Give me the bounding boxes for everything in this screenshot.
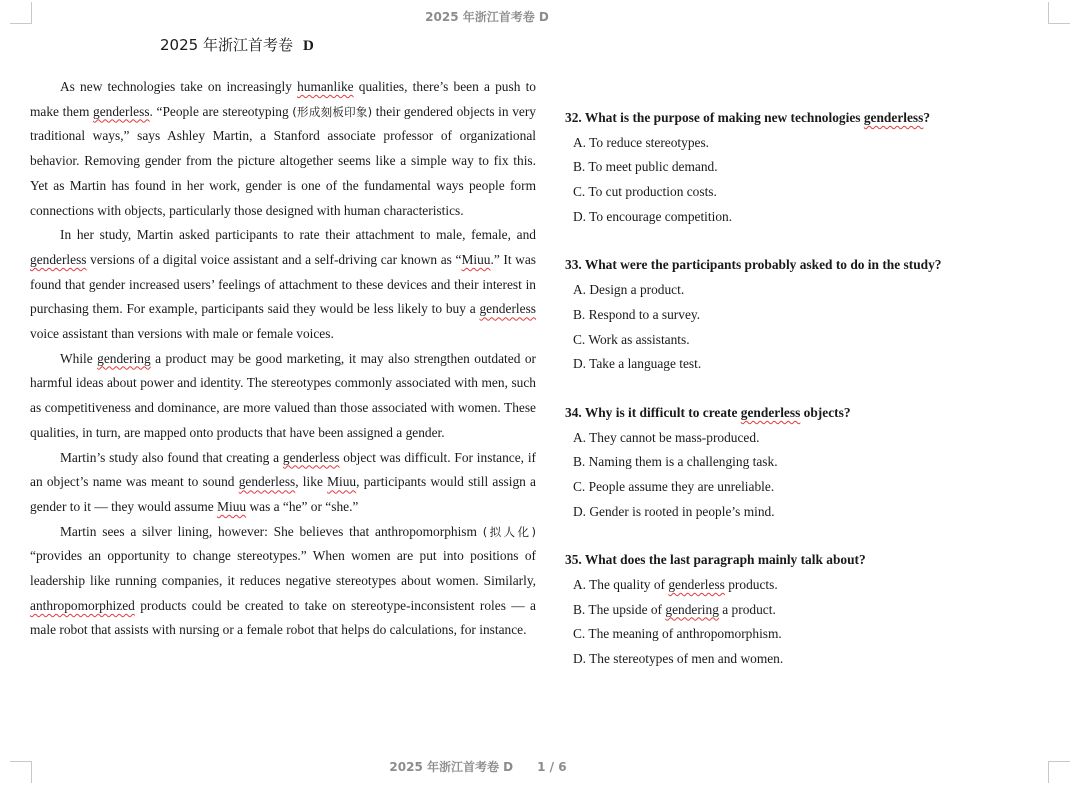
text-run: 33. What were the participants probably asked to do in the study? bbox=[565, 257, 942, 273]
question-33 bbox=[565, 253, 1045, 376]
text-run: A. To reduce stereotypes. bbox=[573, 134, 710, 150]
passage-paragraph bbox=[30, 75, 536, 223]
text-run: a product may be good marketing, it may also strengthen outdated or harmful ideas about power and identity. The stereotypes commonly associated with men, such as competitiveness and dominance, are more valued than those associated with women. These qualities, in turn, are mapped onto products that have been assigned a gender. bbox=[30, 350, 536, 440]
spellcheck-flagged-word: genderless bbox=[863, 110, 924, 125]
text-run: D. To encourage competition. bbox=[573, 208, 733, 224]
answer-option bbox=[573, 450, 1045, 475]
text-run: a product. bbox=[718, 601, 776, 617]
spellcheck-flagged-word: genderless bbox=[238, 474, 296, 490]
text-run: “provides an opportunity to change stereotypes.” When women are put into positions of leadership like running companies, it reduces negative stereotypes about women. Similarly, bbox=[30, 548, 536, 589]
spellcheck-flagged-word: Miuu bbox=[217, 498, 247, 514]
text-run: products. bbox=[724, 577, 778, 592]
answer-option bbox=[573, 278, 1045, 303]
spellcheck-flagged-word: anthropomorphized bbox=[30, 597, 135, 613]
crop-mark-top-right bbox=[1048, 2, 1070, 24]
spellcheck-flagged-word: genderless bbox=[740, 404, 801, 420]
passage-paragraph bbox=[30, 446, 536, 520]
text-run: Martin’s study also found that creating a bbox=[60, 449, 283, 465]
spellcheck-flagged-word: humanlike bbox=[297, 79, 354, 94]
text-run: As new technologies take on increasingly bbox=[60, 79, 298, 94]
page-number: 1 / 6 bbox=[537, 760, 567, 774]
text-run: versions of a digital voice assistant and a self-driving car known as “ bbox=[86, 251, 462, 267]
spellcheck-flagged-word: genderless bbox=[93, 103, 150, 119]
text-run: In her study, Martin asked participants to rate their attachment to male, female, and bbox=[60, 227, 536, 243]
answer-option bbox=[573, 426, 1045, 451]
spellcheck-flagged-word: Miuu bbox=[461, 251, 491, 267]
spellcheck-flagged-word: gendering bbox=[97, 350, 151, 366]
answer-option bbox=[573, 205, 1045, 230]
question-35 bbox=[565, 548, 1045, 671]
question-stem bbox=[565, 548, 1045, 573]
answer-option bbox=[573, 500, 1045, 525]
text-run: B. The upside of bbox=[573, 601, 666, 617]
answer-option bbox=[573, 155, 1045, 180]
text-run: , participants would still assign a gender to it — they would assume bbox=[30, 474, 537, 514]
text-run: , like bbox=[295, 474, 328, 490]
spellcheck-flagged-word: gendering bbox=[665, 601, 719, 617]
text-run: D. The stereotypes of men and women. bbox=[573, 651, 784, 667]
question-stem bbox=[565, 253, 1045, 278]
text-run: products could be created to take on stereotype-inconsistent roles — a male robot that assists with nursing or a female robot that helps do calculations, for instance. bbox=[30, 597, 536, 638]
text-run: was a “he” or “she.” bbox=[246, 498, 359, 514]
question-32 bbox=[565, 106, 1045, 229]
text-run: While bbox=[60, 350, 98, 366]
answer-option bbox=[573, 352, 1045, 377]
passage-paragraph bbox=[30, 223, 536, 347]
answer-option bbox=[573, 598, 1045, 623]
answer-option bbox=[573, 328, 1045, 353]
text-run: object was difficult. For instance, if an object’s name was meant to sound bbox=[30, 449, 537, 490]
text-run: voice assistant than versions with male or female voices. bbox=[30, 326, 334, 342]
page-footer bbox=[0, 758, 956, 775]
answer-option bbox=[573, 573, 1045, 598]
answer-option bbox=[573, 622, 1045, 647]
footer-running-title: 2025 年浙江首考卷 D bbox=[389, 760, 514, 774]
answer-option bbox=[573, 303, 1045, 328]
text-run: 34. Why is it difficult to create bbox=[565, 404, 741, 420]
running-header: 2025 年浙江首考卷 D bbox=[425, 10, 549, 24]
crop-mark-bottom-right bbox=[1048, 761, 1070, 783]
text-run: . “People are stereotyping bbox=[149, 103, 293, 119]
text-run: C. The meaning of anthropomorphism. bbox=[573, 626, 782, 642]
answer-option bbox=[573, 647, 1045, 672]
text-run: A. Design a product. bbox=[573, 282, 685, 298]
chinese-gloss: (拟人化) bbox=[482, 524, 536, 539]
spellcheck-flagged-word: genderless bbox=[282, 449, 340, 465]
text-run: qualities, there’s been a push to make them bbox=[30, 79, 536, 119]
answer-option bbox=[573, 180, 1045, 205]
text-run: B. Respond to a survey. bbox=[573, 306, 701, 322]
chinese-gloss: (形成刻板印象) bbox=[292, 104, 373, 119]
text-run: Martin sees a silver lining, however: She believes that anthropomorphism bbox=[60, 523, 483, 539]
text-run: D. Gender is rooted in people’s mind. bbox=[573, 503, 775, 519]
text-run: C. To cut production costs. bbox=[573, 184, 717, 200]
question-list bbox=[565, 106, 1045, 696]
question-stem bbox=[565, 401, 1045, 426]
text-run: D. Take a language test. bbox=[573, 356, 702, 372]
text-run: A. The quality of bbox=[573, 577, 669, 592]
reading-passage bbox=[30, 75, 536, 643]
document-title bbox=[160, 34, 314, 55]
text-run: C. Work as assistants. bbox=[573, 331, 690, 347]
passage-paragraph bbox=[30, 347, 536, 446]
answer-option bbox=[573, 475, 1045, 500]
answer-option bbox=[573, 131, 1045, 156]
text-run: B. Naming them is a challenging task. bbox=[573, 454, 778, 470]
spellcheck-flagged-word: genderless bbox=[668, 577, 725, 592]
text-run: their gendered objects in very traditional ways,” says Ashley Martin, a Stanford associate professor of organizational behavior. Removing gender from the picture altogether seems like a simple way to fix this. Yet as Martin has found in her work, gender is one of the fundamental ways people form connections with objects, particularly those designed with human characteristics. bbox=[30, 103, 536, 218]
document-title-text: 2025 年浙江首考卷 bbox=[160, 36, 293, 54]
text-run: 35. What does the last paragraph mainly talk about? bbox=[565, 552, 866, 568]
spellcheck-flagged-word: genderless bbox=[30, 251, 87, 267]
document-title-letter: D bbox=[302, 38, 314, 54]
passage-paragraph bbox=[30, 520, 536, 644]
text-run: objects? bbox=[800, 404, 851, 420]
spellcheck-flagged-word: genderless bbox=[479, 301, 536, 317]
text-run: 32. What is the purpose of making new technologies bbox=[565, 110, 864, 125]
question-stem bbox=[565, 106, 1045, 131]
spellcheck-flagged-word: Miuu bbox=[327, 474, 357, 490]
text-run: B. To meet public demand. bbox=[573, 159, 718, 175]
question-34 bbox=[565, 401, 1045, 524]
text-run: C. People assume they are unreliable. bbox=[573, 478, 775, 494]
text-run: A. They cannot be mass-produced. bbox=[573, 429, 760, 445]
text-run: .” It was found that gender increased users’ feelings of attachment to these devices and their interest in purchasing them. For example, participants said they would be less likely to buy a bbox=[30, 251, 536, 317]
text-run: ? bbox=[923, 110, 931, 125]
